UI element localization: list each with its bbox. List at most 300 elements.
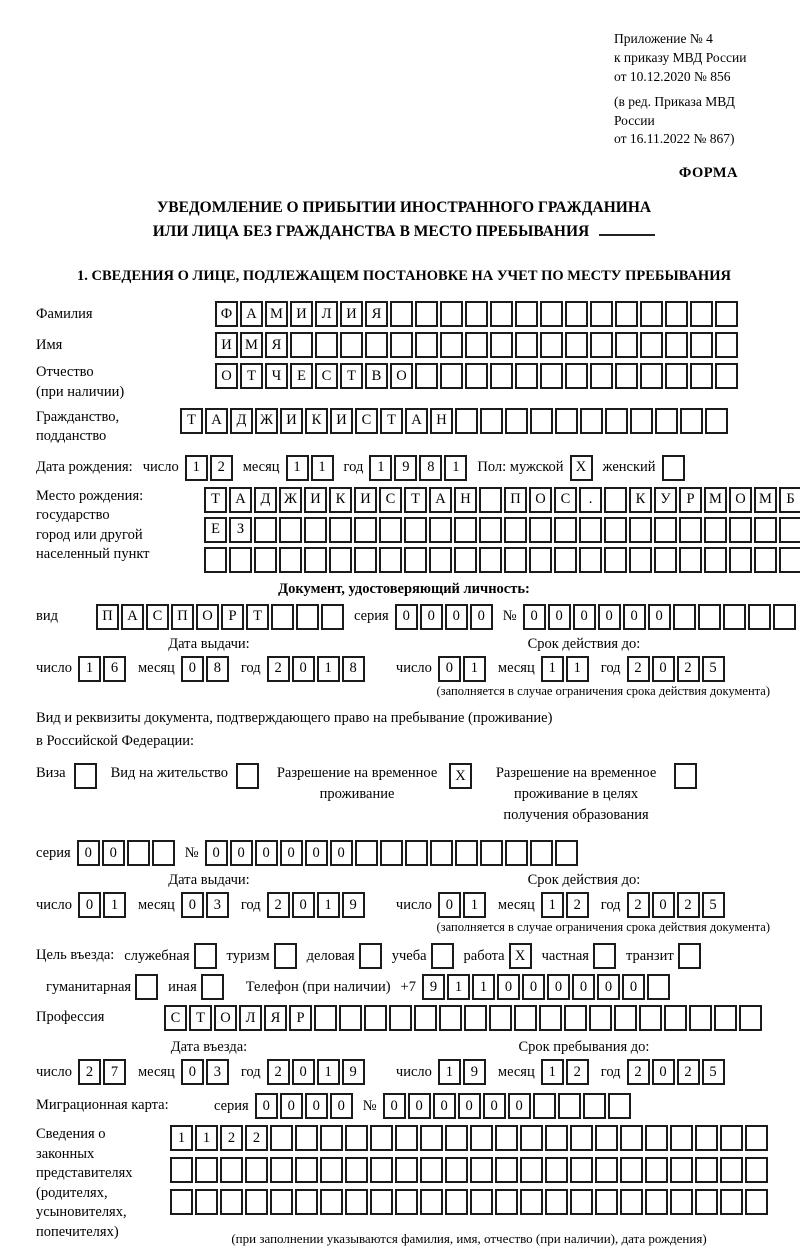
char-cell[interactable]: [415, 363, 438, 389]
char-cell[interactable]: 1: [447, 974, 470, 1000]
char-cell[interactable]: 0: [652, 1059, 675, 1085]
checkbox-cell[interactable]: [431, 943, 454, 969]
char-cell[interactable]: [690, 332, 713, 358]
char-cell[interactable]: [321, 604, 344, 630]
char-cell[interactable]: [127, 840, 150, 866]
char-cell[interactable]: [354, 547, 377, 573]
char-cell[interactable]: [729, 547, 752, 573]
char-cell[interactable]: А: [229, 487, 252, 513]
char-cell[interactable]: 1: [541, 1059, 564, 1085]
checkbox-cell[interactable]: [593, 943, 616, 969]
char-cell[interactable]: Н: [430, 408, 453, 434]
char-cell[interactable]: [629, 547, 652, 573]
char-cell[interactable]: [695, 1125, 718, 1151]
checkbox-cell[interactable]: [236, 763, 259, 789]
char-cell[interactable]: [315, 332, 338, 358]
char-cell[interactable]: [195, 1189, 218, 1215]
char-cell[interactable]: 0: [292, 656, 315, 682]
checkbox-cell[interactable]: [662, 455, 685, 481]
char-cell[interactable]: [620, 1189, 643, 1215]
checkbox-cell[interactable]: [135, 974, 158, 1000]
char-cell[interactable]: 0: [483, 1093, 506, 1119]
char-cell[interactable]: [704, 547, 727, 573]
char-cell[interactable]: К: [629, 487, 652, 513]
char-cell[interactable]: [605, 408, 628, 434]
char-cell[interactable]: [429, 517, 452, 543]
char-cell[interactable]: 1: [438, 1059, 461, 1085]
char-cell[interactable]: [279, 547, 302, 573]
checkbox-cell[interactable]: X: [449, 763, 472, 789]
char-cell[interactable]: 2: [677, 892, 700, 918]
char-cell[interactable]: [415, 301, 438, 327]
char-cell[interactable]: [654, 547, 677, 573]
char-cell[interactable]: [614, 1005, 637, 1031]
char-cell[interactable]: [379, 517, 402, 543]
char-cell[interactable]: [515, 332, 538, 358]
char-cell[interactable]: Н: [454, 487, 477, 513]
char-cell[interactable]: [320, 1125, 343, 1151]
char-cell[interactable]: [389, 1005, 412, 1031]
char-cell[interactable]: [620, 1125, 643, 1151]
char-cell[interactable]: 0: [230, 840, 253, 866]
char-cell[interactable]: А: [121, 604, 144, 630]
char-cell[interactable]: [465, 363, 488, 389]
char-cell[interactable]: 0: [438, 656, 461, 682]
char-cell[interactable]: И: [330, 408, 353, 434]
char-cell[interactable]: [715, 363, 738, 389]
char-cell[interactable]: [455, 408, 478, 434]
char-cell[interactable]: 0: [433, 1093, 456, 1119]
char-cell[interactable]: 0: [547, 974, 570, 1000]
char-cell[interactable]: 0: [652, 656, 675, 682]
char-cell[interactable]: 0: [330, 840, 353, 866]
char-cell[interactable]: [545, 1125, 568, 1151]
char-cell[interactable]: [339, 1005, 362, 1031]
char-cell[interactable]: [279, 517, 302, 543]
char-cell[interactable]: [690, 363, 713, 389]
char-cell[interactable]: А: [405, 408, 428, 434]
char-cell[interactable]: [698, 604, 721, 630]
char-cell[interactable]: 2: [267, 892, 290, 918]
char-cell[interactable]: [564, 1005, 587, 1031]
char-cell[interactable]: С: [315, 363, 338, 389]
char-cell[interactable]: [745, 1157, 768, 1183]
char-cell[interactable]: [515, 363, 538, 389]
char-cell[interactable]: [729, 517, 752, 543]
char-cell[interactable]: [604, 487, 627, 513]
char-cell[interactable]: 9: [342, 892, 365, 918]
char-cell[interactable]: [620, 1157, 643, 1183]
char-cell[interactable]: [555, 840, 578, 866]
char-cell[interactable]: [583, 1093, 606, 1119]
char-cell[interactable]: [395, 1125, 418, 1151]
char-cell[interactable]: 0: [255, 1093, 278, 1119]
char-cell[interactable]: [565, 301, 588, 327]
char-cell[interactable]: Е: [204, 517, 227, 543]
char-cell[interactable]: [470, 1189, 493, 1215]
char-cell[interactable]: [295, 1157, 318, 1183]
char-cell[interactable]: [439, 1005, 462, 1031]
char-cell[interactable]: Т: [180, 408, 203, 434]
char-cell[interactable]: [639, 1005, 662, 1031]
char-cell[interactable]: 0: [280, 840, 303, 866]
char-cell[interactable]: [254, 517, 277, 543]
char-cell[interactable]: [539, 1005, 562, 1031]
char-cell[interactable]: [504, 517, 527, 543]
char-cell[interactable]: [295, 1125, 318, 1151]
char-cell[interactable]: З: [229, 517, 252, 543]
char-cell[interactable]: [295, 1189, 318, 1215]
char-cell[interactable]: 1: [195, 1125, 218, 1151]
char-cell[interactable]: Е: [290, 363, 313, 389]
char-cell[interactable]: [665, 363, 688, 389]
char-cell[interactable]: [229, 547, 252, 573]
char-cell[interactable]: 9: [342, 1059, 365, 1085]
char-cell[interactable]: [629, 517, 652, 543]
char-cell[interactable]: [570, 1189, 593, 1215]
char-cell[interactable]: [152, 840, 175, 866]
char-cell[interactable]: 0: [78, 892, 101, 918]
char-cell[interactable]: 9: [394, 455, 417, 481]
char-cell[interactable]: Ж: [255, 408, 278, 434]
char-cell[interactable]: [590, 332, 613, 358]
char-cell[interactable]: 0: [280, 1093, 303, 1119]
char-cell[interactable]: [655, 408, 678, 434]
char-cell[interactable]: [779, 547, 800, 573]
char-cell[interactable]: 2: [627, 656, 650, 682]
char-cell[interactable]: 0: [181, 656, 204, 682]
char-cell[interactable]: О: [390, 363, 413, 389]
char-cell[interactable]: [495, 1157, 518, 1183]
char-cell[interactable]: [640, 363, 663, 389]
char-cell[interactable]: 5: [702, 656, 725, 682]
checkbox-cell[interactable]: [74, 763, 97, 789]
char-cell[interactable]: 2: [245, 1125, 268, 1151]
char-cell[interactable]: [470, 1157, 493, 1183]
char-cell[interactable]: [558, 1093, 581, 1119]
char-cell[interactable]: [195, 1157, 218, 1183]
char-cell[interactable]: [490, 301, 513, 327]
char-cell[interactable]: Т: [246, 604, 269, 630]
char-cell[interactable]: [673, 604, 696, 630]
char-cell[interactable]: [345, 1189, 368, 1215]
char-cell[interactable]: А: [429, 487, 452, 513]
char-cell[interactable]: Л: [239, 1005, 262, 1031]
char-cell[interactable]: [679, 517, 702, 543]
char-cell[interactable]: 5: [702, 892, 725, 918]
char-cell[interactable]: [245, 1189, 268, 1215]
char-cell[interactable]: 0: [458, 1093, 481, 1119]
char-cell[interactable]: 2: [210, 455, 233, 481]
char-cell[interactable]: [679, 547, 702, 573]
char-cell[interactable]: [565, 363, 588, 389]
char-cell[interactable]: Я: [365, 301, 388, 327]
char-cell[interactable]: П: [171, 604, 194, 630]
char-cell[interactable]: [695, 1189, 718, 1215]
char-cell[interactable]: [745, 1125, 768, 1151]
char-cell[interactable]: [455, 840, 478, 866]
char-cell[interactable]: [680, 408, 703, 434]
char-cell[interactable]: Р: [289, 1005, 312, 1031]
char-cell[interactable]: [540, 301, 563, 327]
char-cell[interactable]: [665, 301, 688, 327]
char-cell[interactable]: [615, 301, 638, 327]
char-cell[interactable]: [355, 840, 378, 866]
char-cell[interactable]: [715, 301, 738, 327]
char-cell[interactable]: [420, 1125, 443, 1151]
char-cell[interactable]: [380, 840, 403, 866]
char-cell[interactable]: [529, 517, 552, 543]
char-cell[interactable]: Т: [404, 487, 427, 513]
char-cell[interactable]: [705, 408, 728, 434]
char-cell[interactable]: [370, 1189, 393, 1215]
char-cell[interactable]: 3: [206, 892, 229, 918]
char-cell[interactable]: [470, 1125, 493, 1151]
char-cell[interactable]: 0: [102, 840, 125, 866]
char-cell[interactable]: О: [729, 487, 752, 513]
char-cell[interactable]: 0: [383, 1093, 406, 1119]
char-cell[interactable]: [345, 1157, 368, 1183]
char-cell[interactable]: К: [329, 487, 352, 513]
char-cell[interactable]: 1: [78, 656, 101, 682]
char-cell[interactable]: 1: [311, 455, 334, 481]
char-cell[interactable]: [580, 408, 603, 434]
char-cell[interactable]: 8: [342, 656, 365, 682]
char-cell[interactable]: П: [504, 487, 527, 513]
char-cell[interactable]: [579, 517, 602, 543]
char-cell[interactable]: [314, 1005, 337, 1031]
char-cell[interactable]: [720, 1125, 743, 1151]
char-cell[interactable]: 0: [438, 892, 461, 918]
char-cell[interactable]: [270, 1157, 293, 1183]
char-cell[interactable]: С: [164, 1005, 187, 1031]
char-cell[interactable]: 2: [627, 1059, 650, 1085]
char-cell[interactable]: 2: [566, 892, 589, 918]
char-cell[interactable]: 1: [463, 656, 486, 682]
char-cell[interactable]: [745, 1189, 768, 1215]
char-cell[interactable]: [271, 604, 294, 630]
char-cell[interactable]: [647, 974, 670, 1000]
char-cell[interactable]: [390, 301, 413, 327]
char-cell[interactable]: [723, 604, 746, 630]
char-cell[interactable]: [554, 517, 577, 543]
char-cell[interactable]: 0: [548, 604, 571, 630]
char-cell[interactable]: 0: [292, 892, 315, 918]
char-cell[interactable]: [608, 1093, 631, 1119]
char-cell[interactable]: М: [704, 487, 727, 513]
char-cell[interactable]: М: [240, 332, 263, 358]
char-cell[interactable]: [445, 1125, 468, 1151]
char-cell[interactable]: [495, 1189, 518, 1215]
char-cell[interactable]: 1: [472, 974, 495, 1000]
char-cell[interactable]: Р: [679, 487, 702, 513]
char-cell[interactable]: [540, 332, 563, 358]
char-cell[interactable]: [520, 1157, 543, 1183]
checkbox-cell[interactable]: X: [509, 943, 532, 969]
char-cell[interactable]: И: [340, 301, 363, 327]
char-cell[interactable]: [590, 363, 613, 389]
checkbox-cell[interactable]: [201, 974, 224, 1000]
char-cell[interactable]: [589, 1005, 612, 1031]
char-cell[interactable]: 1: [185, 455, 208, 481]
char-cell[interactable]: [689, 1005, 712, 1031]
char-cell[interactable]: 2: [566, 1059, 589, 1085]
char-cell[interactable]: 2: [677, 656, 700, 682]
char-cell[interactable]: 0: [622, 974, 645, 1000]
checkbox-cell[interactable]: [674, 763, 697, 789]
char-cell[interactable]: [604, 547, 627, 573]
char-cell[interactable]: [665, 332, 688, 358]
char-cell[interactable]: [489, 1005, 512, 1031]
char-cell[interactable]: Д: [254, 487, 277, 513]
checkbox-cell[interactable]: [678, 943, 701, 969]
char-cell[interactable]: [748, 604, 771, 630]
char-cell[interactable]: [254, 547, 277, 573]
char-cell[interactable]: О: [529, 487, 552, 513]
char-cell[interactable]: [170, 1157, 193, 1183]
char-cell[interactable]: П: [96, 604, 119, 630]
char-cell[interactable]: 0: [523, 604, 546, 630]
char-cell[interactable]: И: [304, 487, 327, 513]
char-cell[interactable]: 0: [395, 604, 418, 630]
char-cell[interactable]: [370, 1125, 393, 1151]
char-cell[interactable]: [595, 1189, 618, 1215]
char-cell[interactable]: [670, 1125, 693, 1151]
char-cell[interactable]: [715, 332, 738, 358]
char-cell[interactable]: [630, 408, 653, 434]
char-cell[interactable]: [420, 1189, 443, 1215]
char-cell[interactable]: [270, 1125, 293, 1151]
char-cell[interactable]: И: [280, 408, 303, 434]
char-cell[interactable]: [515, 301, 538, 327]
char-cell[interactable]: [545, 1189, 568, 1215]
char-cell[interactable]: [670, 1189, 693, 1215]
char-cell[interactable]: 2: [677, 1059, 700, 1085]
char-cell[interactable]: Т: [380, 408, 403, 434]
char-cell[interactable]: 2: [267, 1059, 290, 1085]
char-cell[interactable]: 0: [648, 604, 671, 630]
char-cell[interactable]: [495, 1125, 518, 1151]
char-cell[interactable]: Л: [315, 301, 338, 327]
char-cell[interactable]: [454, 517, 477, 543]
char-cell[interactable]: [245, 1157, 268, 1183]
char-cell[interactable]: [555, 408, 578, 434]
char-cell[interactable]: [640, 332, 663, 358]
char-cell[interactable]: [395, 1189, 418, 1215]
char-cell[interactable]: Ч: [265, 363, 288, 389]
char-cell[interactable]: 1: [566, 656, 589, 682]
char-cell[interactable]: [296, 604, 319, 630]
char-cell[interactable]: [354, 517, 377, 543]
char-cell[interactable]: [464, 1005, 487, 1031]
char-cell[interactable]: Ф: [215, 301, 238, 327]
char-cell[interactable]: [465, 301, 488, 327]
char-cell[interactable]: 1: [286, 455, 309, 481]
char-cell[interactable]: 0: [77, 840, 100, 866]
char-cell[interactable]: [645, 1125, 668, 1151]
checkbox-cell[interactable]: [274, 943, 297, 969]
char-cell[interactable]: 0: [508, 1093, 531, 1119]
char-cell[interactable]: [304, 517, 327, 543]
char-cell[interactable]: М: [265, 301, 288, 327]
char-cell[interactable]: 2: [267, 656, 290, 682]
char-cell[interactable]: О: [196, 604, 219, 630]
char-cell[interactable]: [505, 408, 528, 434]
char-cell[interactable]: Ж: [279, 487, 302, 513]
char-cell[interactable]: [533, 1093, 556, 1119]
char-cell[interactable]: 1: [317, 1059, 340, 1085]
char-cell[interactable]: [779, 517, 800, 543]
char-cell[interactable]: И: [290, 301, 313, 327]
char-cell[interactable]: 0: [205, 840, 228, 866]
char-cell[interactable]: [754, 547, 777, 573]
char-cell[interactable]: [490, 363, 513, 389]
char-cell[interactable]: К: [305, 408, 328, 434]
char-cell[interactable]: [390, 332, 413, 358]
char-cell[interactable]: [304, 547, 327, 573]
char-cell[interactable]: 1: [463, 892, 486, 918]
char-cell[interactable]: [480, 408, 503, 434]
char-cell[interactable]: 0: [598, 604, 621, 630]
char-cell[interactable]: С: [146, 604, 169, 630]
char-cell[interactable]: [565, 332, 588, 358]
char-cell[interactable]: Т: [204, 487, 227, 513]
char-cell[interactable]: 0: [522, 974, 545, 1000]
char-cell[interactable]: 0: [445, 604, 468, 630]
char-cell[interactable]: [579, 547, 602, 573]
char-cell[interactable]: [695, 1157, 718, 1183]
char-cell[interactable]: О: [215, 363, 238, 389]
char-cell[interactable]: Я: [265, 332, 288, 358]
char-cell[interactable]: [514, 1005, 537, 1031]
char-cell[interactable]: 1: [541, 656, 564, 682]
char-cell[interactable]: [479, 547, 502, 573]
char-cell[interactable]: [204, 547, 227, 573]
char-cell[interactable]: [345, 1125, 368, 1151]
char-cell[interactable]: С: [355, 408, 378, 434]
char-cell[interactable]: [170, 1189, 193, 1215]
char-cell[interactable]: [365, 332, 388, 358]
char-cell[interactable]: 0: [305, 840, 328, 866]
char-cell[interactable]: [404, 517, 427, 543]
char-cell[interactable]: 1: [317, 656, 340, 682]
char-cell[interactable]: 0: [652, 892, 675, 918]
char-cell[interactable]: [490, 332, 513, 358]
char-cell[interactable]: [720, 1189, 743, 1215]
char-cell[interactable]: 5: [702, 1059, 725, 1085]
char-cell[interactable]: У: [654, 487, 677, 513]
char-cell[interactable]: [505, 840, 528, 866]
char-cell[interactable]: [429, 547, 452, 573]
char-cell[interactable]: [445, 1189, 468, 1215]
char-cell[interactable]: [690, 301, 713, 327]
char-cell[interactable]: А: [205, 408, 228, 434]
char-cell[interactable]: [590, 301, 613, 327]
char-cell[interactable]: [480, 840, 503, 866]
char-cell[interactable]: [520, 1189, 543, 1215]
char-cell[interactable]: [654, 517, 677, 543]
char-cell[interactable]: 1: [317, 892, 340, 918]
char-cell[interactable]: 8: [206, 656, 229, 682]
char-cell[interactable]: [540, 363, 563, 389]
char-cell[interactable]: [530, 408, 553, 434]
char-cell[interactable]: [454, 547, 477, 573]
char-cell[interactable]: [370, 1157, 393, 1183]
char-cell[interactable]: [595, 1125, 618, 1151]
char-cell[interactable]: [440, 301, 463, 327]
char-cell[interactable]: Я: [264, 1005, 287, 1031]
char-cell[interactable]: 0: [292, 1059, 315, 1085]
